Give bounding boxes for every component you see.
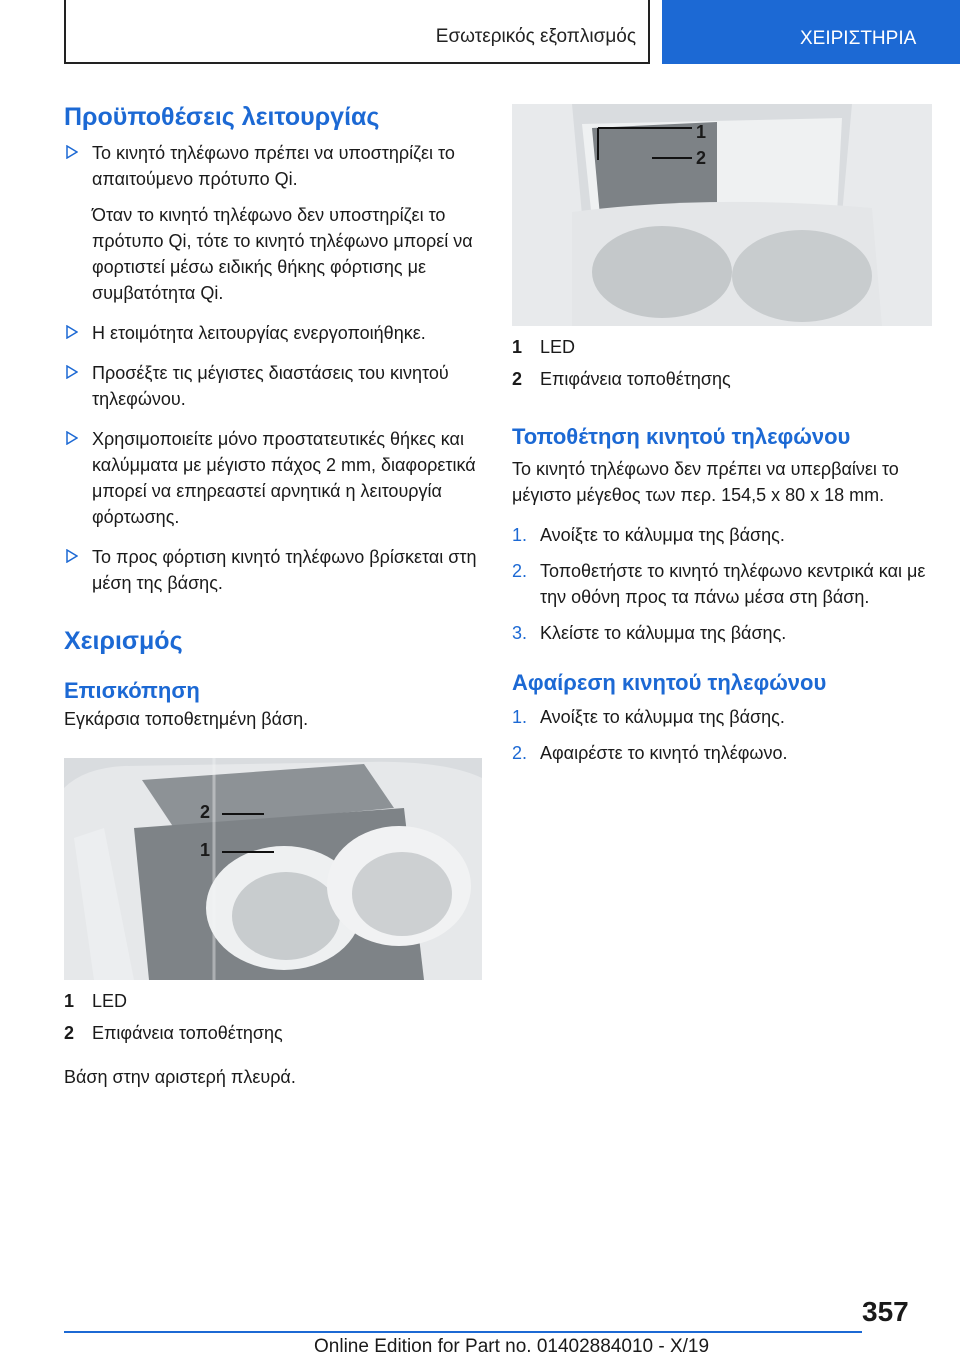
legend-right [512,334,932,392]
header-chapter-label: ΧΕΙΡΙΣΤΗΡΙΑ [800,28,917,49]
legend-number: 1 [64,991,75,1011]
placing-steps [512,522,932,646]
prerequisite-item [64,140,482,306]
legend-label: LED [540,337,576,357]
prerequisite-text: Το κινητό τηλέφωνο πρέπει να υποστηρίζει το απαιτούμενο πρότυπο Qi. [92,143,455,189]
placing-heading: Τοποθέτηση κινητού τηλεφώνου [512,424,851,449]
figure-callout-2: 2 [200,802,211,822]
prerequisites-list [64,140,482,596]
page-number: 357 [862,1296,909,1327]
figure-callout-2: 2 [696,148,707,168]
legend-number: 2 [512,369,523,389]
prerequisite-text: Η ετοιμότητα λειτουργίας ενεργοποιήθηκε. [92,323,426,343]
triangle-bullet-icon [66,145,78,159]
legend-item [512,334,932,360]
cradle-illustration [64,758,482,980]
step-number: 3. [512,623,528,643]
step-item [512,558,932,610]
operation-heading: Χειρισμός [64,627,183,655]
triangle-bullet-icon [66,431,78,445]
step-item [512,740,932,766]
step-text: Τοποθετήστε το κινητό τηλέφωνο κεντρικά και με την οθόνη προς τα πάνω μέσα στη βάση. [540,561,926,607]
prerequisite-text: Χρησιμοποιείτε μόνο προστατευτικές θήκες και καλύμματα με μέγιστο πάχος 2 mm, διαφορετικά μπορεί να επηρεαστεί αρνητικά η λειτουργία φόρτωσης. [92,429,476,527]
placing-intro: Το κινητό τηλέφωνο δεν πρέπει να υπερβαίνει το μέγιστο μέγεθος των περ. 154,5 x 80 x 18 mm. [512,459,899,505]
prerequisite-text: Το προς φόρτιση κινητό τηλέφωνο βρίσκεται στη μέση της βάσης. [92,547,477,593]
left-column [64,100,482,1090]
legend-number: 2 [64,1023,75,1043]
footer-divider [64,1331,862,1333]
step-number: 1. [512,707,528,727]
legend-item [64,1020,482,1046]
prerequisite-item [64,360,482,412]
legend-item [64,988,482,1014]
overview-text: Εγκάρσια τοποθετημένη βάση. [64,709,309,729]
figure-callout-1: 1 [696,122,707,142]
prerequisite-text: Προσέξτε τις μέγιστες διαστάσεις του κινητού τηλεφώνου. [92,363,449,409]
legend-left [64,988,482,1046]
removing-heading: Αφαίρεση κινητού τηλεφώνου [512,670,827,695]
legend-number: 1 [512,337,523,357]
prerequisite-item [64,544,482,596]
prerequisite-item [64,426,482,530]
cradle-figure-right [512,104,932,326]
prerequisite-note: Όταν το κινητό τηλέφωνο δεν υποστηρίζει το πρότυπο Qi, τότε το κινητό τηλέφωνο μπορεί να φορτιστεί μέσω ειδικής θήκης φόρτισης με συμβατότητα Qi. [92,205,473,303]
removing-steps [512,704,932,766]
header-chapter-tab[interactable] [662,0,960,64]
step-text: Ανοίξτε το κάλυμμα της βάσης. [540,707,785,727]
step-number: 1. [512,525,528,545]
overview-heading: Επισκόπηση [64,678,200,703]
step-text: Ανοίξτε το κάλυμμα της βάσης. [540,525,785,545]
legend-item [512,366,932,392]
prerequisite-item [64,320,482,346]
triangle-bullet-icon [66,549,78,563]
legend-label: Επιφάνεια τοποθέτησης [92,1023,283,1043]
legend-label: Επιφάνεια τοποθέτησης [540,369,731,389]
cradle-figure-left [64,758,482,980]
legend-label: LED [92,991,128,1011]
step-number: 2. [512,743,528,763]
triangle-bullet-icon [66,325,78,339]
step-text: Αφαιρέστε το κινητό τηλέφωνο. [540,743,788,763]
header-section-title: Εσωτερικός εξοπλισμός [435,26,636,47]
cradle-illustration [512,104,932,326]
footer-edition: Online Edition for Part no. 01402884010 - X/19 [314,1336,710,1357]
triangle-bullet-icon [66,365,78,379]
step-number: 2. [512,561,528,581]
step-item [512,522,932,548]
step-item [512,620,932,646]
figure-callout-1: 1 [200,840,211,860]
step-text: Κλείστε το κάλυμμα της βάσης. [540,623,787,643]
left-side-text: Βάση στην αριστερή πλευρά. [64,1067,296,1087]
step-item [512,704,932,730]
right-column [512,104,932,776]
prerequisites-heading: Προϋποθέσεις λειτουργίας [64,103,380,131]
